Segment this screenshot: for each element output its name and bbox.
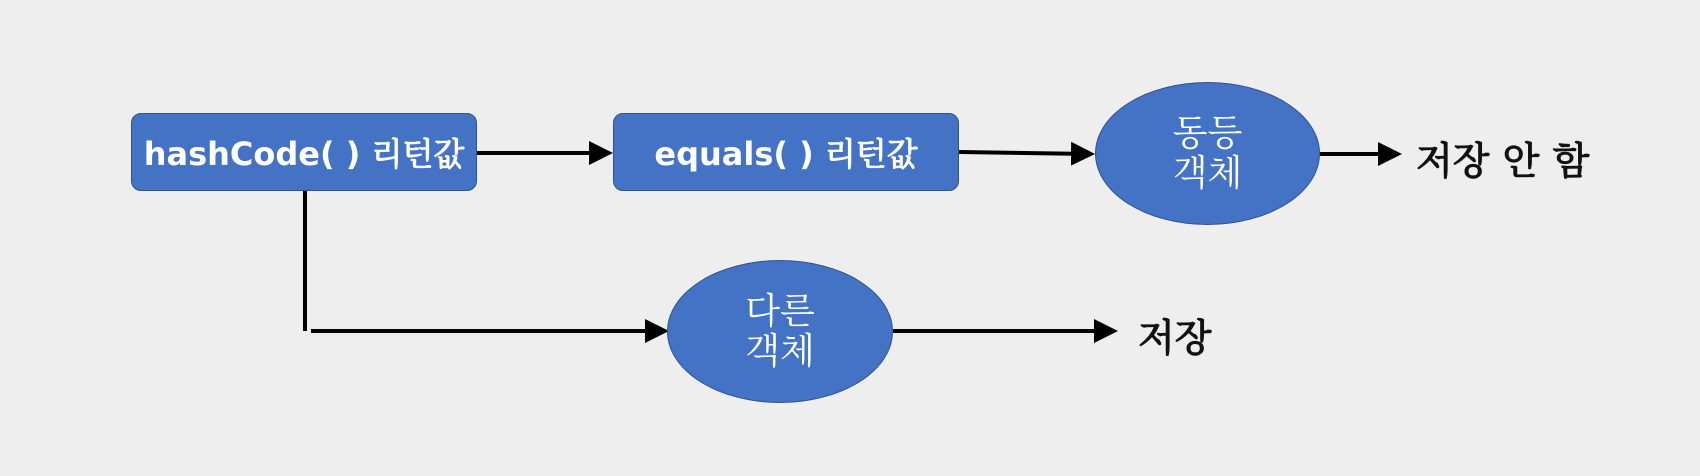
arrow-equals-to-equal-object (959, 152, 1091, 154)
equal-object-label-line2: 객체 (1172, 152, 1243, 194)
equal-object-node (1095, 82, 1320, 225)
outcome-not-stored: 저장 안 함 (1416, 139, 1590, 183)
hashcode-box-label: hashCode( ) 리턴값 (143, 135, 465, 173)
hashcode-return-value-box (131, 113, 477, 191)
equals-box-label: equals( ) 리턴값 (654, 135, 918, 173)
different-object-label-line2: 객체 (745, 330, 815, 372)
different-object-label-line1: 다른 (745, 290, 815, 332)
equal-object-label-line1: 동등 (1172, 112, 1243, 154)
outcome-stored: 저장 (1138, 316, 1212, 360)
equals-return-value-box (613, 113, 959, 191)
different-object-node (667, 260, 893, 403)
